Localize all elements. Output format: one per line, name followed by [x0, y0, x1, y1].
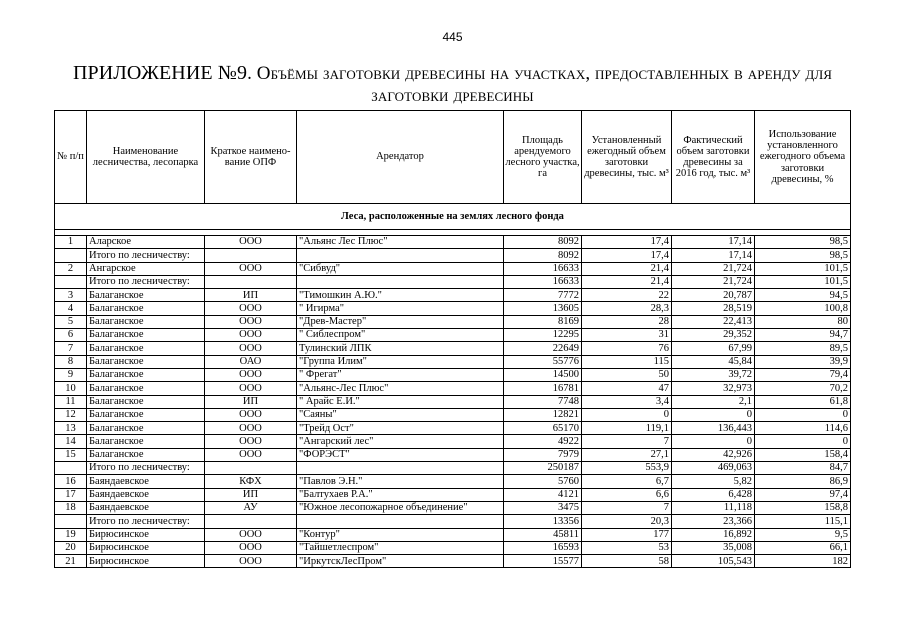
cell-forestry: Балаганское: [87, 355, 205, 368]
cell-opf: ОАО: [205, 355, 297, 368]
table-row: [55, 368, 851, 381]
cell-opf: ООО: [205, 422, 297, 435]
subtotal-row: [55, 275, 851, 288]
cell-usage: 66,1: [755, 541, 851, 554]
cell-tenant: "Древ-Мастер": [297, 315, 504, 328]
cell-usage: 9,5: [755, 528, 851, 541]
cell-tenant: "Саяны": [297, 408, 504, 421]
cell-tenant: "Сибвуд": [297, 262, 504, 275]
cell-tenant: " Сиблеспром": [297, 329, 504, 342]
cell-actual-volume: 5,82: [672, 475, 755, 488]
cell-no: [55, 275, 87, 288]
cell-forestry: Балаганское: [87, 435, 205, 448]
cell-set-volume: 7: [582, 501, 672, 514]
cell-usage: 80: [755, 315, 851, 328]
cell-forestry: Ангарское: [87, 262, 205, 275]
cell-actual-volume: 29,352: [672, 329, 755, 342]
cell-opf: ООО: [205, 262, 297, 275]
cell-no: 6: [55, 329, 87, 342]
cell-opf: ООО: [205, 342, 297, 355]
cell-area: 8092: [504, 249, 582, 262]
cell-opf: [205, 275, 297, 288]
cell-no: 2: [55, 262, 87, 275]
cell-area: 3475: [504, 501, 582, 514]
cell-area: 65170: [504, 422, 582, 435]
cell-actual-volume: 17,14: [672, 249, 755, 262]
cell-set-volume: 58: [582, 555, 672, 568]
cell-set-volume: 50: [582, 368, 672, 381]
cell-forestry: Балаганское: [87, 315, 205, 328]
cell-usage: 94,5: [755, 289, 851, 302]
cell-opf: [205, 515, 297, 528]
table-row: [55, 315, 851, 328]
cell-no: 7: [55, 342, 87, 355]
cell-set-volume: 31: [582, 329, 672, 342]
cell-tenant: "Павлов Э.Н.": [297, 475, 504, 488]
cell-opf: ИП: [205, 289, 297, 302]
cell-area: 8169: [504, 315, 582, 328]
cell-tenant: "Ангарский лес": [297, 435, 504, 448]
cell-area: 7772: [504, 289, 582, 302]
cell-tenant: " Фрегат": [297, 368, 504, 381]
cell-forestry: Балаганское: [87, 368, 205, 381]
cell-usage: 158,4: [755, 448, 851, 461]
cell-area: 22649: [504, 342, 582, 355]
cell-area: 15577: [504, 555, 582, 568]
subtotal-row: [55, 249, 851, 262]
cell-set-volume: 20,3: [582, 515, 672, 528]
cell-set-volume: 119,1: [582, 422, 672, 435]
appendix-title: [55, 62, 850, 107]
cell-no: 9: [55, 368, 87, 381]
cell-actual-volume: 21,724: [672, 275, 755, 288]
cell-forestry: Баяндаевское: [87, 488, 205, 501]
cell-opf: ООО: [205, 236, 297, 249]
table-body: [55, 204, 851, 568]
cell-opf: ООО: [205, 528, 297, 541]
cell-no: 17: [55, 488, 87, 501]
table-row: [55, 555, 851, 568]
table-row: [55, 435, 851, 448]
cell-usage: 70,2: [755, 382, 851, 395]
cell-tenant: [297, 462, 504, 475]
cell-usage: 101,5: [755, 275, 851, 288]
cell-no: 3: [55, 289, 87, 302]
cell-forestry: Бирюсинское: [87, 528, 205, 541]
cell-usage: 97,4: [755, 488, 851, 501]
cell-no: 10: [55, 382, 87, 395]
cell-area: 7979: [504, 448, 582, 461]
cell-usage: 158,8: [755, 501, 851, 514]
table-row: [55, 382, 851, 395]
cell-no: 4: [55, 302, 87, 315]
table-row: [55, 395, 851, 408]
cell-opf: [205, 249, 297, 262]
cell-no: 13: [55, 422, 87, 435]
cell-set-volume: 22: [582, 289, 672, 302]
table-row: [55, 448, 851, 461]
cell-area: 16633: [504, 262, 582, 275]
cell-actual-volume: 136,443: [672, 422, 755, 435]
cell-area: 4121: [504, 488, 582, 501]
cell-no: 18: [55, 501, 87, 514]
header-actual-volume: Фактический объем заготовки древесины за 2016 год, тыс. м³: [672, 111, 755, 204]
table-row: [55, 329, 851, 342]
cell-no: 21: [55, 555, 87, 568]
cell-no: 11: [55, 395, 87, 408]
cell-opf: АУ: [205, 501, 297, 514]
cell-area: 45811: [504, 528, 582, 541]
cell-actual-volume: 42,926: [672, 448, 755, 461]
cell-area: 13605: [504, 302, 582, 315]
cell-forestry: Итого по лесничеству:: [87, 275, 205, 288]
cell-opf: ИП: [205, 488, 297, 501]
cell-forestry: Итого по лесничеству:: [87, 462, 205, 475]
cell-forestry: Бирюсинское: [87, 541, 205, 554]
cell-set-volume: 115: [582, 355, 672, 368]
cell-usage: 61,8: [755, 395, 851, 408]
cell-actual-volume: 21,724: [672, 262, 755, 275]
cell-set-volume: 21,4: [582, 275, 672, 288]
cell-tenant: " Арайс Е.И.": [297, 395, 504, 408]
cell-tenant: "Альянс Лес Плюс": [297, 236, 504, 249]
cell-forestry: Итого по лесничеству:: [87, 515, 205, 528]
cell-usage: 89,5: [755, 342, 851, 355]
cell-opf: ООО: [205, 448, 297, 461]
cell-tenant: "ИркутскЛесПром": [297, 555, 504, 568]
cell-actual-volume: 105,543: [672, 555, 755, 568]
cell-area: 12295: [504, 329, 582, 342]
cell-area: 250187: [504, 462, 582, 475]
table-row: [55, 488, 851, 501]
cell-tenant: "Южное лесопожарное объединение": [297, 501, 504, 514]
cell-set-volume: 177: [582, 528, 672, 541]
cell-tenant: "Группа Илим": [297, 355, 504, 368]
cell-usage: 0: [755, 435, 851, 448]
cell-actual-volume: 35,008: [672, 541, 755, 554]
cell-area: 16633: [504, 275, 582, 288]
cell-forestry: Балаганское: [87, 422, 205, 435]
cell-area: 13356: [504, 515, 582, 528]
cell-actual-volume: 22,413: [672, 315, 755, 328]
section-row: [55, 204, 851, 230]
cell-no: 5: [55, 315, 87, 328]
cell-actual-volume: 45,84: [672, 355, 755, 368]
cell-actual-volume: 11,118: [672, 501, 755, 514]
cell-opf: ООО: [205, 302, 297, 315]
cell-opf: ИП: [205, 395, 297, 408]
section-title: Леса, расположенные на землях лесного фонда: [55, 204, 851, 230]
cell-tenant: "Тайшетлеспром": [297, 541, 504, 554]
cell-usage: 98,5: [755, 236, 851, 249]
cell-usage: 39,9: [755, 355, 851, 368]
cell-set-volume: 553,9: [582, 462, 672, 475]
cell-tenant: "Трейд Ост": [297, 422, 504, 435]
cell-usage: 98,5: [755, 249, 851, 262]
cell-tenant: [297, 515, 504, 528]
cell-forestry: Балаганское: [87, 342, 205, 355]
cell-set-volume: 28,3: [582, 302, 672, 315]
table-row: [55, 302, 851, 315]
cell-tenant: " Игирма": [297, 302, 504, 315]
header-row: [55, 111, 851, 204]
header-tenant: Арендатор: [297, 111, 504, 204]
header-opf: Краткое наимено-вание ОПФ: [205, 111, 297, 204]
table-row: [55, 528, 851, 541]
table-row: [55, 262, 851, 275]
cell-set-volume: 6,7: [582, 475, 672, 488]
table-row: [55, 236, 851, 249]
cell-no: 20: [55, 541, 87, 554]
cell-opf: ООО: [205, 435, 297, 448]
cell-set-volume: 17,4: [582, 236, 672, 249]
cell-tenant: "Тимошкин А.Ю.": [297, 289, 504, 302]
header-forestry: Наименование лесничества, лесопарка: [87, 111, 205, 204]
cell-tenant: "ФОРЭСТ": [297, 448, 504, 461]
cell-forestry: Бирюсинское: [87, 555, 205, 568]
cell-no: 19: [55, 528, 87, 541]
cell-usage: 86,9: [755, 475, 851, 488]
cell-opf: КФХ: [205, 475, 297, 488]
cell-actual-volume: 0: [672, 408, 755, 421]
cell-no: 15: [55, 448, 87, 461]
cell-actual-volume: 32,973: [672, 382, 755, 395]
cell-area: 8092: [504, 236, 582, 249]
cell-area: 16781: [504, 382, 582, 395]
table-row: [55, 541, 851, 554]
cell-forestry: Итого по лесничеству:: [87, 249, 205, 262]
cell-no: 12: [55, 408, 87, 421]
cell-usage: 0: [755, 408, 851, 421]
cell-forestry: Балаганское: [87, 329, 205, 342]
cell-area: 12821: [504, 408, 582, 421]
header-usage: Использование установленного ежегодного объема заготовки древесины, %: [755, 111, 851, 204]
cell-tenant: [297, 275, 504, 288]
header-area: Площадь арендуемого лесного участка, га: [504, 111, 582, 204]
cell-actual-volume: 28,519: [672, 302, 755, 315]
cell-set-volume: 27,1: [582, 448, 672, 461]
cell-opf: ООО: [205, 315, 297, 328]
cell-set-volume: 47: [582, 382, 672, 395]
cell-actual-volume: 23,366: [672, 515, 755, 528]
cell-area: 4922: [504, 435, 582, 448]
cell-set-volume: 21,4: [582, 262, 672, 275]
header-set-volume: Установленный ежегодный объем заготовки древесины, тыс. м³: [582, 111, 672, 204]
cell-forestry: Балаганское: [87, 289, 205, 302]
cell-actual-volume: 0: [672, 435, 755, 448]
cell-opf: ООО: [205, 555, 297, 568]
cell-opf: ООО: [205, 382, 297, 395]
cell-tenant: Тулинский ЛПК: [297, 342, 504, 355]
table-row: [55, 422, 851, 435]
cell-opf: ООО: [205, 541, 297, 554]
cell-area: 55776: [504, 355, 582, 368]
cell-set-volume: 3,4: [582, 395, 672, 408]
cell-actual-volume: 39,72: [672, 368, 755, 381]
cell-usage: 101,5: [755, 262, 851, 275]
cell-forestry: Балаганское: [87, 448, 205, 461]
cell-actual-volume: 20,787: [672, 289, 755, 302]
cell-area: 14500: [504, 368, 582, 381]
table-row: [55, 475, 851, 488]
table-row: [55, 408, 851, 421]
cell-no: 16: [55, 475, 87, 488]
cell-forestry: Аларское: [87, 236, 205, 249]
cell-area: 16593: [504, 541, 582, 554]
cell-forestry: Баяндаевское: [87, 501, 205, 514]
cell-no: 14: [55, 435, 87, 448]
cell-opf: ООО: [205, 408, 297, 421]
cell-usage: 115,1: [755, 515, 851, 528]
cell-tenant: "Балтухаев Р.А.": [297, 488, 504, 501]
cell-opf: [205, 462, 297, 475]
harvest-volume-table: [54, 110, 851, 568]
cell-no: [55, 462, 87, 475]
cell-actual-volume: 17,14: [672, 236, 755, 249]
cell-tenant: [297, 249, 504, 262]
cell-opf: ООО: [205, 329, 297, 342]
cell-set-volume: 28: [582, 315, 672, 328]
table-row: [55, 355, 851, 368]
cell-usage: 182: [755, 555, 851, 568]
cell-actual-volume: 2,1: [672, 395, 755, 408]
cell-area: 5760: [504, 475, 582, 488]
cell-forestry: Балаганское: [87, 408, 205, 421]
table-row: [55, 289, 851, 302]
page-number: 445: [442, 30, 463, 44]
table-row: [55, 501, 851, 514]
cell-actual-volume: 67,99: [672, 342, 755, 355]
cell-forestry: Балаганское: [87, 302, 205, 315]
appendix-title-head: ПРИЛОЖЕНИЕ №9: [72, 62, 248, 84]
cell-opf: ООО: [205, 368, 297, 381]
cell-usage: 79,4: [755, 368, 851, 381]
appendix-title-text: . Объёмы заготовки древесины на участках, предоставленных в аренду для заготовки древесины: [247, 63, 833, 106]
cell-actual-volume: 469,063: [672, 462, 755, 475]
cell-actual-volume: 6,428: [672, 488, 755, 501]
cell-usage: 84,7: [755, 462, 851, 475]
cell-area: 7748: [504, 395, 582, 408]
table-row: [55, 342, 851, 355]
cell-actual-volume: 16,892: [672, 528, 755, 541]
cell-set-volume: 53: [582, 541, 672, 554]
cell-set-volume: 6,6: [582, 488, 672, 501]
cell-forestry: Балаганское: [87, 382, 205, 395]
cell-no: [55, 515, 87, 528]
cell-usage: 114,6: [755, 422, 851, 435]
header-no: № п/п: [55, 111, 87, 204]
cell-no: 8: [55, 355, 87, 368]
cell-usage: 94,7: [755, 329, 851, 342]
cell-forestry: Балаганское: [87, 395, 205, 408]
subtotal-row: [55, 515, 851, 528]
cell-tenant: "Контур": [297, 528, 504, 541]
cell-set-volume: 7: [582, 435, 672, 448]
cell-set-volume: 17,4: [582, 249, 672, 262]
cell-forestry: Баяндаевское: [87, 475, 205, 488]
cell-set-volume: 76: [582, 342, 672, 355]
cell-tenant: "Альянс-Лес Плюс": [297, 382, 504, 395]
subtotal-row: [55, 462, 851, 475]
cell-set-volume: 0: [582, 408, 672, 421]
cell-usage: 100,8: [755, 302, 851, 315]
cell-no: 1: [55, 236, 87, 249]
cell-no: [55, 249, 87, 262]
